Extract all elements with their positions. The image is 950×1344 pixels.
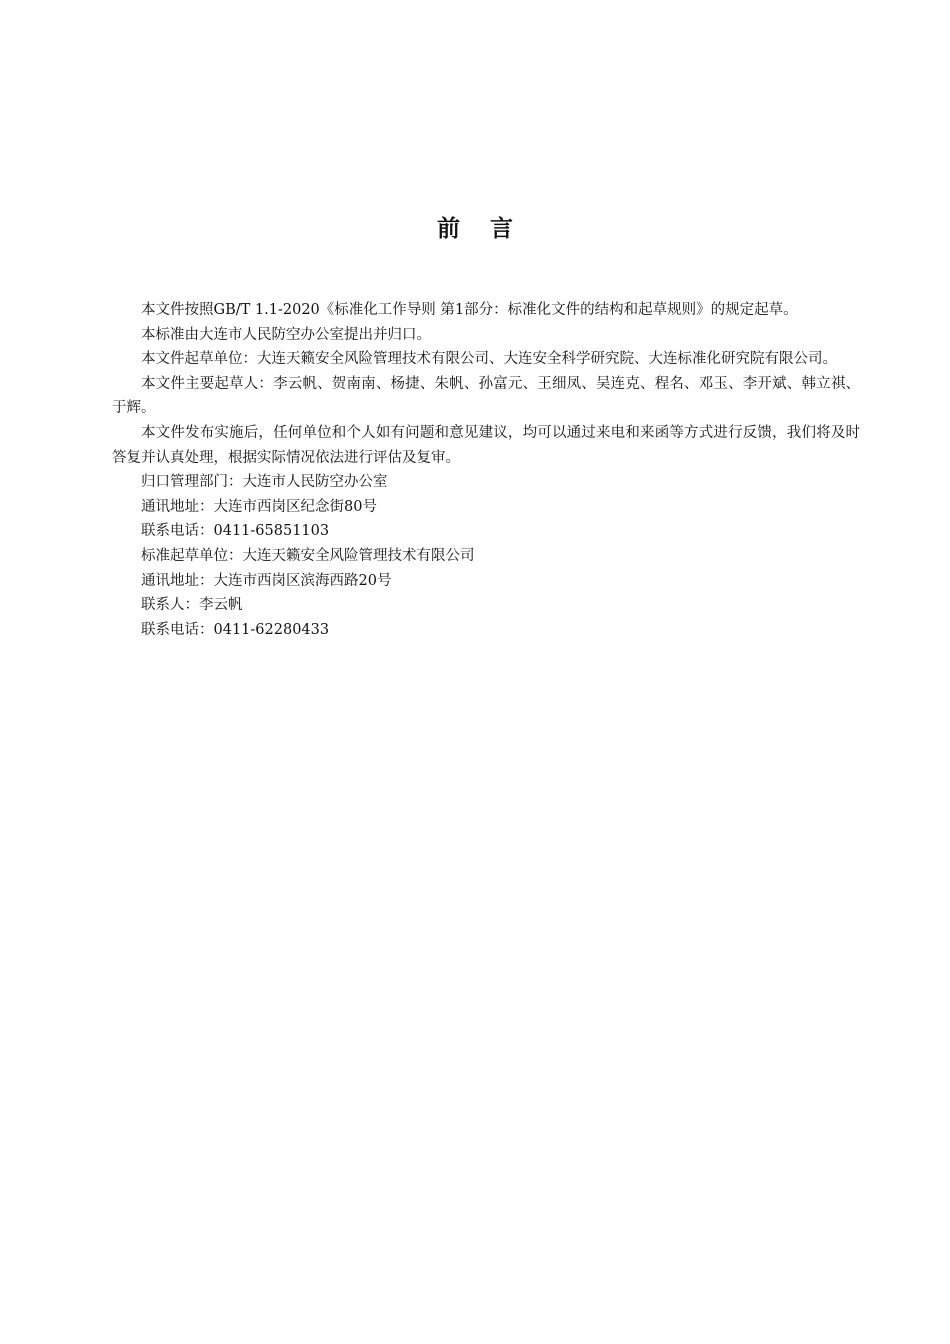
contact-line: 归口管理部门：大连市人民防空办公室 — [141, 474, 388, 491]
contact-line: 联系人：李云帆 — [141, 597, 243, 614]
contact-line: 联系电话：0411-65851103 — [141, 523, 330, 540]
title-char-2: 言 — [490, 216, 513, 242]
title-char-1: 前 — [437, 216, 460, 242]
preface-body — [112, 298, 860, 642]
contact-line: 标准起草单位：大连天籁安全风险管理技术有限公司 — [141, 547, 475, 564]
paragraph-drafters: 本文件主要起草人：李云帆、贺南南、杨捷、朱帆、孙富元、王细凤、吴连克、程名、邓玉、李开斌、韩立祺、于辉。 — [112, 375, 860, 417]
page-title — [0, 212, 950, 246]
paragraph-drafting-units: 本文件起草单位：大连天籁安全风险管理技术有限公司、大连安全科学研究院、大连标准化研究院有限公司。 — [141, 351, 837, 368]
contact-line: 通讯地址：大连市西岗区滨海西路20号 — [141, 572, 392, 589]
paragraph-feedback: 本文件发布实施后，任何单位和个人如有问题和意见建议，均可以通过来电和来函等方式进行反馈，我们将及时答复并认真处理，根据实际情况依法进行评估及复审。 — [112, 424, 860, 466]
paragraph-proposer: 本标准由大连市人民防空办公室提出并归口。 — [141, 326, 431, 343]
paragraph-standard-basis: 本文件按照GB/T 1.1-2020《标准化工作导则 第1部分：标准化文件的结构和起草规则》的规定起草。 — [141, 302, 798, 318]
contact-line: 联系电话：0411-62280433 — [141, 621, 330, 638]
contact-line: 通讯地址：大连市西岗区纪念街80号 — [141, 498, 377, 515]
